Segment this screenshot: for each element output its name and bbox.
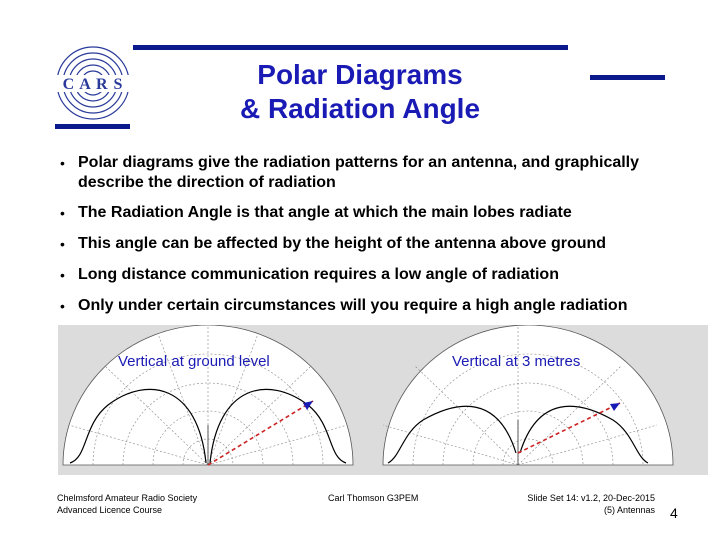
cars-logo (52, 42, 134, 124)
bullet-marker: • (60, 205, 65, 221)
bullet-text: Only under certain circumstances will you require a high angle radiation (78, 297, 628, 314)
caption-three-metres: Vertical at 3 metres (452, 353, 581, 370)
footer-org-name: Chelmsford Amateur Radio Society (57, 493, 198, 503)
polar-plot-three-metres (378, 325, 708, 475)
header-rule-left (55, 124, 130, 129)
bullet-item (58, 234, 708, 254)
bullet-marker: • (60, 236, 65, 252)
footer-slide-info (500, 492, 655, 516)
bullet-text: Long distance communication requires a low angle of radiation (78, 266, 559, 283)
polar-plot-ground-level (58, 325, 388, 475)
bullet-marker: • (60, 155, 65, 171)
bullet-item (58, 153, 708, 193)
bullet-item (58, 203, 708, 223)
bullet-item (58, 296, 708, 316)
header-rule-top (133, 45, 568, 50)
footer-author: Carl Thomson G3PEM (328, 493, 419, 503)
title-line-2: & Radiation Angle (239, 93, 481, 124)
header-rule-right (590, 75, 665, 80)
bullet-item (58, 265, 708, 285)
bullet-text: Polar diagrams give the radiation patterns for an antenna, and graphically describe the direction of radiation (78, 154, 640, 191)
page-number: 4 (670, 505, 678, 521)
footer-section: (5) Antennas (603, 505, 655, 515)
bullet-text: The Radiation Angle is that angle at which the main lobes radiate (78, 204, 572, 221)
footer-course-name: Advanced Licence Course (57, 505, 163, 515)
page-title (160, 58, 560, 126)
title-line-1: Polar Diagrams (257, 59, 463, 90)
bullet-text: This angle can be affected by the height of the antenna above ground (78, 235, 607, 252)
bullet-marker: • (60, 298, 65, 314)
bullet-list (58, 153, 708, 316)
footer-organisation (57, 492, 197, 516)
footer-slide-set: Slide Set 14: v1.2, 20-Dec-2015 (527, 493, 655, 503)
caption-ground-level: Vertical at ground level (118, 353, 270, 370)
bullet-marker: • (60, 267, 65, 283)
svg-text:C A R S: C A R S (62, 76, 124, 93)
